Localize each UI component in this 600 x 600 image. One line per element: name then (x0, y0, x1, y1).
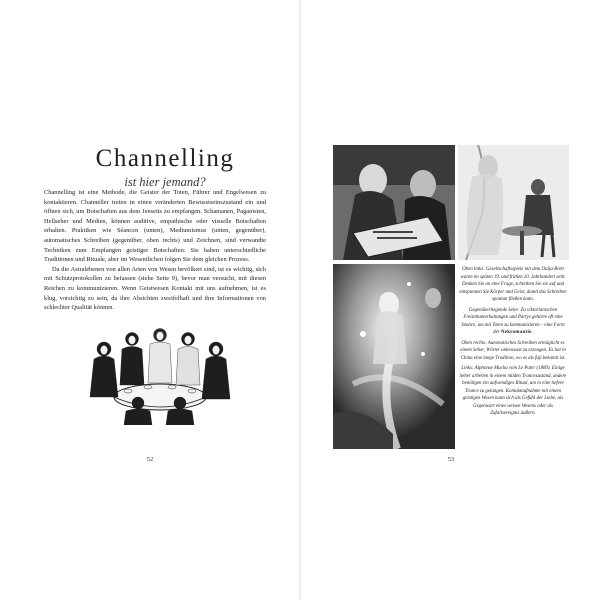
caption-top-right: Oben rechts: Automatisches Schreiben ermöglicht es einem Seher, Wörter unbewusst zu erzeugen. Es hat in China eine lange Tradition, wo es als fuji bekannt ist. (460, 340, 566, 361)
page-number-left: 52 (146, 456, 154, 463)
caption-left: Links: Alphonse Mucha vom Le Pater (1889). Einige Seher arbeiten in einem milden Trancezustand, andere benötigen ein aufwendiges Ritual, um in eine tiefere Trance zu gelangen. Kontaktaufnahme mit einem geistigen Wesen kann sich als Gefühl der Liebe, als Gegenwart eines weisen Wesens oder als Zufallsereignis äußern. (459, 366, 567, 416)
necromancy-term: Nekromantie (500, 330, 532, 335)
image-captions (459, 266, 567, 421)
paragraph-2: Da die Astralebenen von allen Arten von Wesen bevölkert sind, ist es wichtig, sich mit Schutzprotokollen zu befassen (siehe Seite 9), bevor man versucht, mit diesen Reichen zu kommunizieren. Wenn Geistwesen Kontakt mit uns aufnehmen, ist es klug, vorsichtig zu sein, da ihre Absichten zweifelhaft und ihre Informationen von schlechter Qualität können. (44, 265, 266, 312)
body-text (44, 188, 266, 313)
seance-illustration (88, 325, 233, 425)
book-gutter (299, 0, 301, 600)
page-number-right: 53 (447, 456, 455, 463)
automatic-writing-photo (458, 145, 569, 260)
page-title: Channelling (95, 145, 235, 172)
caption-top-left: Oben links: Gesellschaftsspiele mit dem Ouija-Brett waren im späten 19. und frühen 20. Jahrhundert sehr. Denken Sie an eine Frage, schreiben Sie sie auf und entspannen Sie Körper und Geist, damit das Schreiben spontan fließen kann. (459, 267, 567, 302)
caption-opposite-page: Gegenüberliegende Seite: Zu viktorianischen Freizeitunterhaltungen und Partys gehörte oft eine Séance, um mit Toten zu kommunizieren – eine Form der Nekromantie. (461, 307, 565, 335)
paragraph-1: Channelling ist eine Methode, die Geister der Toten, Führer und Engelwesen zu kontaktieren. Channeller treten in einen veränderten Bewusstseinszustand ein und öffnen sich, um Botschaften aus dem Jenseits zu empfangen. Schamanen, Paganisten, Hellseher und Medien, können auditive, empathische oder visuelle Botschaften erhalten. Praktiken wie Séancen (unten), Mediumismus (unten, gegenüber), automatisches Schreiben (gegenüber, oben rechts) und Zeichnen, sind verwandte Techniken zum Empfangen geistiger Botschaften. Sie haben unterschiedliche Traditionen und Rituale, aber im Wesentlichen folgen Sie dem gleichen Prozess. (44, 189, 266, 264)
mucha-illustration (333, 264, 455, 449)
ouija-photo (333, 145, 455, 260)
page-subtitle: ist hier jemand? (124, 175, 206, 189)
